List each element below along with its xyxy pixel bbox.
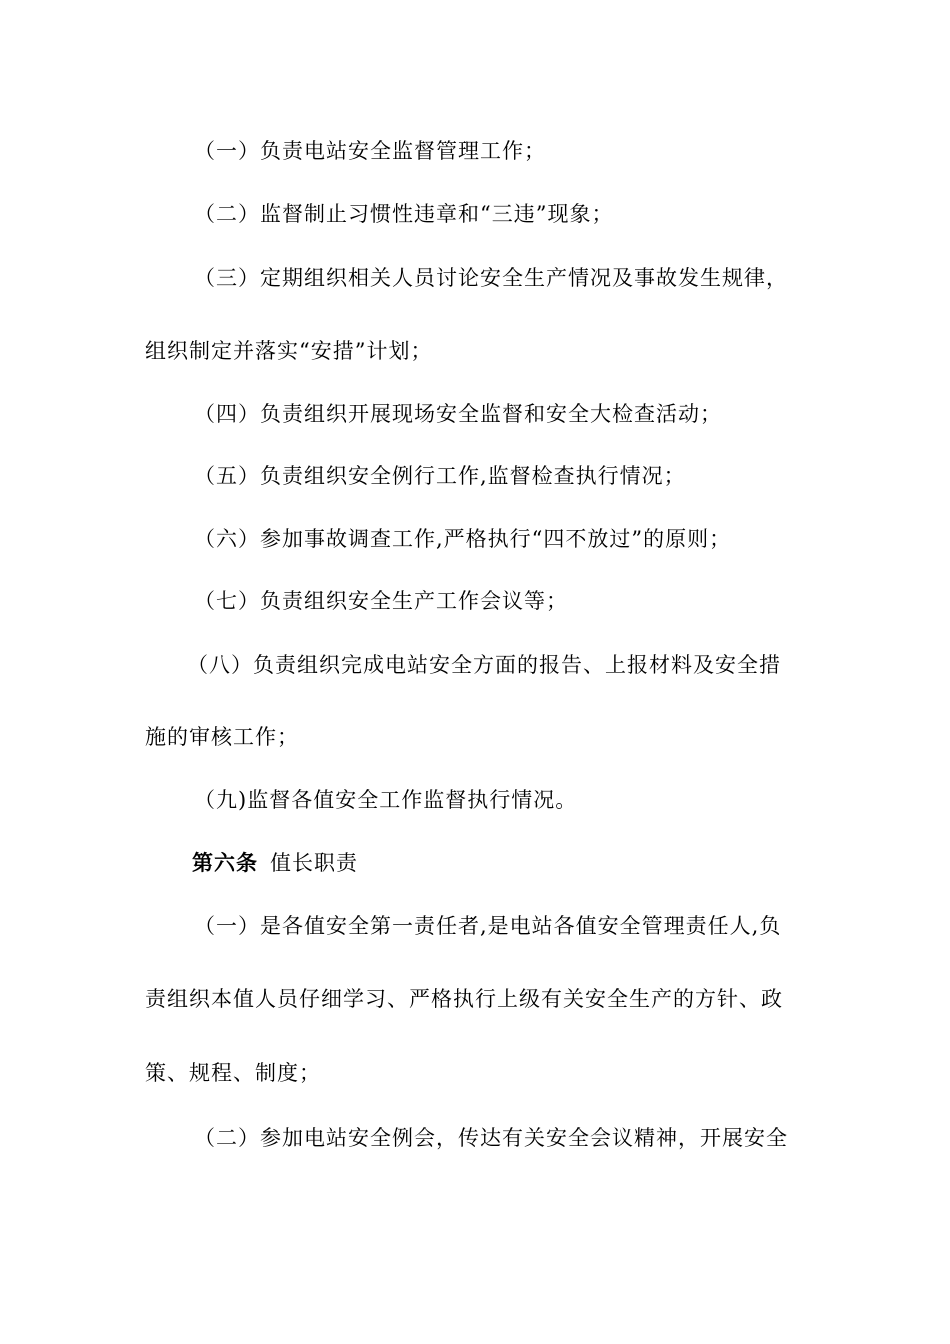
article-paragraph-2-line-1: （二）参加电站安全例会，传达有关安全会议精神，开展安全 — [194, 1126, 788, 1150]
paragraph-9: （九)监督各值安全工作监督执行情况。 — [194, 788, 578, 812]
paragraph-3-line-1: （三）定期组织相关人员讨论安全生产情况及事故发生规律， — [194, 266, 788, 290]
paragraph-1: （一）负责电站安全监督管理工作； — [194, 139, 546, 163]
article-paragraph-1-line-2: 责组织本值人员仔细学习、严格执行上级有关安全生产的方针、政 — [145, 987, 783, 1011]
paragraph-6: （六）参加事故调查工作,严格执行“四不放过”的原则； — [194, 527, 732, 551]
paragraph-5: （五）负责组织安全例行工作,监督检查执行情况； — [194, 464, 686, 488]
paragraph-4: （四）负责组织开展现场安全监督和安全大检查活动； — [194, 402, 722, 426]
article-title: 值长职责 — [270, 851, 358, 875]
article-heading — [192, 849, 358, 877]
paragraph-2: （二）监督制止习惯性违章和“三违”现象； — [194, 202, 614, 226]
paragraph-8-line-1: （八）负责组织完成电站安全方面的报告、上报材料及安全措 — [187, 653, 781, 677]
article-paragraph-1-line-1: （一）是各值安全第一责任者,是电站各值安全管理责任人,负 — [194, 914, 782, 938]
paragraph-7: （七）负责组织安全生产工作会议等； — [194, 589, 568, 613]
article-number: 第六条 — [192, 850, 258, 875]
paragraph-3-line-2: 组织制定并落实“安措”计划； — [145, 339, 433, 363]
article-paragraph-1-line-3: 策、规程、制度； — [145, 1061, 321, 1085]
paragraph-8-line-2: 施的审核工作； — [145, 725, 299, 749]
